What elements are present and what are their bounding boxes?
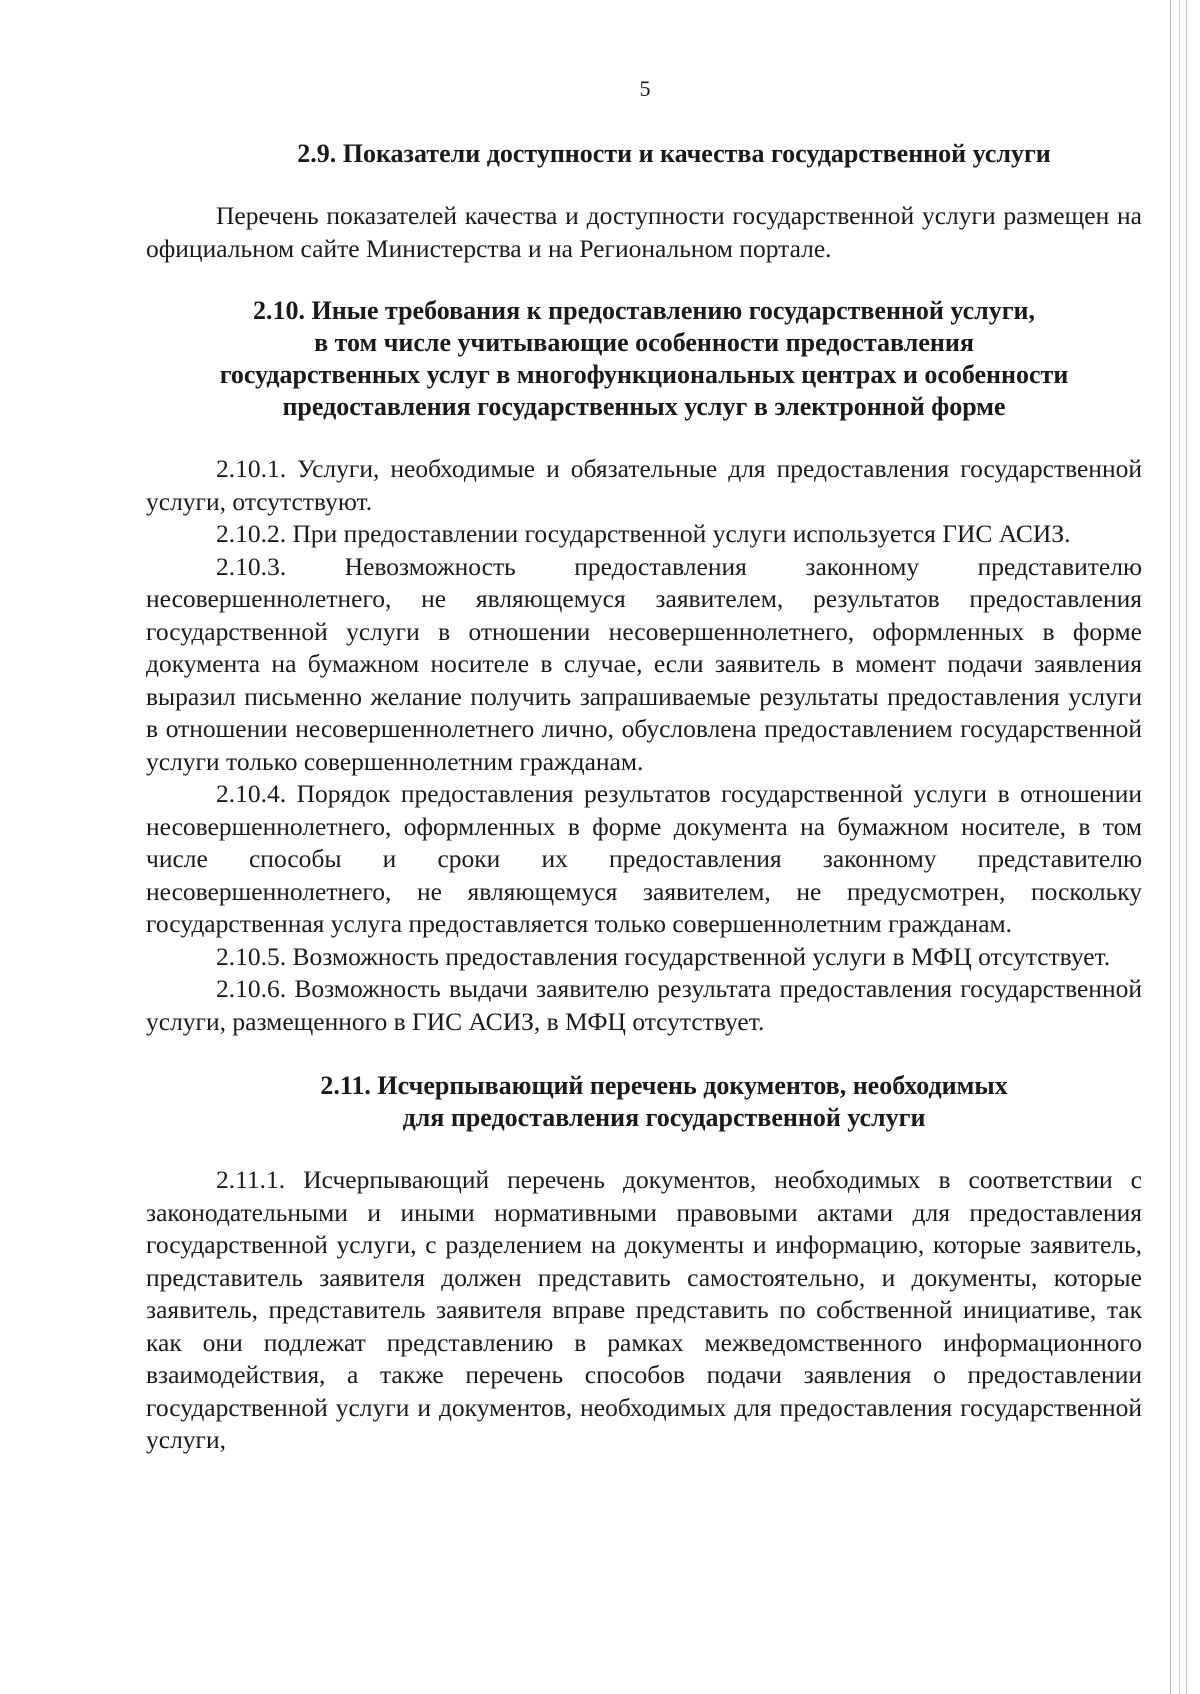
document-body — [146, 138, 1142, 1457]
section-2-9-paragraph: Перечень показателей качества и доступности государственной услуги размещен на официальном сайте Министерства и на Региональном портале. — [146, 201, 1142, 263]
paragraph-2-10-1: 2.10.1. Услуги, необходимые и обязательные для предоставления государственной услуги, отсутствуют. — [146, 454, 1142, 516]
paragraph-2-10-5: 2.10.5. Возможность предоставления государственной услуги в МФЦ отсутствует. — [216, 941, 1111, 971]
paragraph-2-10-2: 2.10.2. При предоставлении государственной услуги используется ГИС АСИЗ. — [216, 519, 1071, 548]
heading-line: 2.10. Иные требования к предоставлению государственной услуги, — [252, 296, 1036, 325]
section-2-10-heading — [146, 295, 1142, 423]
heading-line: предоставления государственных услуг в электронной форме — [282, 392, 1006, 421]
heading-line: в том числе учитывающие особенности предоставления — [314, 328, 974, 357]
section-2-11-heading — [166, 1070, 1162, 1134]
paragraph-2-10-4: 2.10.4. Порядок предоставления результатов государственной услуги в отношении несовершеннолетнего, оформленных в форме документа на бумажном носителе, в том числе способы и сроки их предоставления законному представителю несовершеннолетнего, не являющемуся заявителем, не предусмотрен, поскольку государственная услуга предоставляется только совершеннолетним гражданам. — [146, 779, 1142, 938]
page-edge-lines — [1170, 0, 1200, 1694]
heading-line: 2.11. Исчерпывающий перечень документов, необходимых — [320, 1071, 1008, 1100]
paragraph-2-10-6: 2.10.6. Возможность выдачи заявителю результата предоставления государственной услуги, размещенного в ГИС АСИЗ, в МФЦ отсутствует. — [146, 974, 1142, 1036]
page-number: 5 — [639, 76, 651, 101]
heading-line: государственных услуг в многофункциональных центрах и особенности — [219, 360, 1069, 389]
paragraph-2-10-3: 2.10.3. Невозможность предоставления законному представителю несовершеннолетнего, не являющемуся заявителем, результатов предоставления государственной услуги в отношении несовершеннолетнего, оформленных в форме документа на бумажном носителе в случае, если заявитель в момент подачи заявления выразил письменно желание получить запрашиваемые результаты предоставления услуги в отношении несовершеннолетнего лично, обусловлена предоставлением государственной услуги только совершеннолетним гражданам. — [146, 551, 1142, 776]
paragraph-2-11-1: 2.11.1. Исчерпывающий перечень документов, необходимых в соответствии с законодательными и иными нормативными правовыми актами для предоставления государственной услуги, с разделением на документы и информацию, которые заявитель, представитель заявителя должен представить самостоятельно, и документы, которые заявитель, представитель заявителя вправе представить по собственной инициативе, так как они подлежат представлению в рамках межведомственного информационного взаимодействия, а также перечень способов подачи заявления о предоставлении государственной услуги и документов, необходимых для предоставления государственной услуги, — [146, 1165, 1142, 1454]
section-2-9-heading: 2.9. Показатели доступности и качества государственной услуги — [297, 139, 1051, 168]
heading-line: для предоставления государственной услуги — [402, 1103, 926, 1132]
